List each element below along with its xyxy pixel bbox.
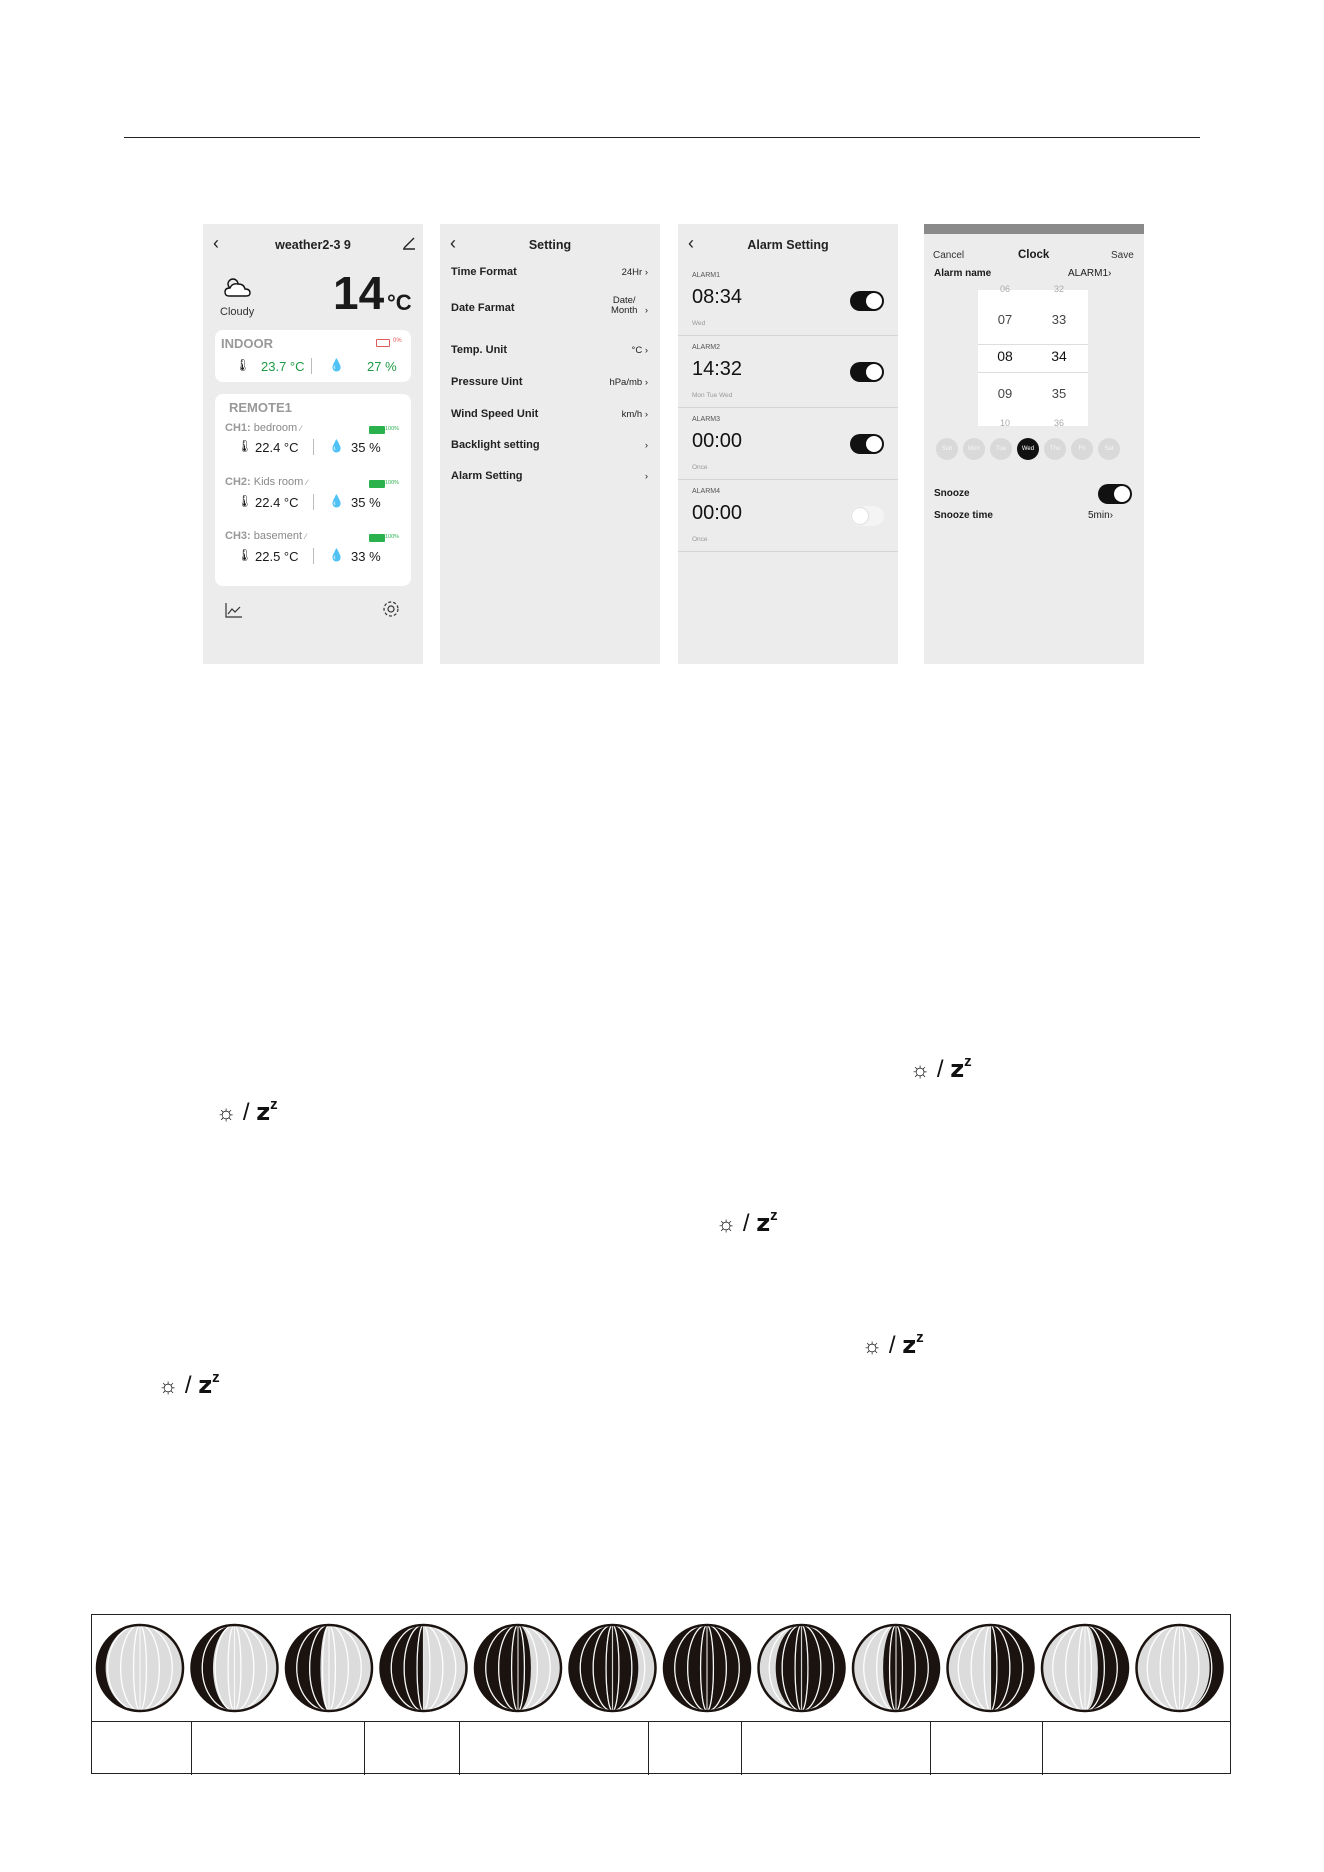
phone-weather-home (203, 224, 423, 664)
slash: / (742, 1210, 750, 1237)
edit-icon[interactable] (402, 236, 416, 250)
moon-phase-icon (381, 1625, 467, 1711)
cancel-button[interactable]: Cancel (933, 250, 965, 261)
minute-option[interactable]: 35 (1051, 386, 1067, 401)
day-mon[interactable]: Mon (963, 438, 985, 460)
setting-label: Time Format (451, 266, 517, 278)
cell-divider (191, 1721, 192, 1775)
battery-full-icon (369, 534, 385, 542)
setting-label: Backlight setting (451, 439, 540, 451)
setting-value: km/h › (621, 409, 648, 420)
humidity-icon: 💧 (329, 494, 344, 508)
alarm-time: 00:00 (692, 502, 743, 524)
snooze-time-label: Snooze time (934, 510, 993, 521)
alarm-time: 08:34 (692, 286, 743, 308)
indoor-humidity: 27 % (367, 359, 397, 374)
history-chart-icon[interactable] (225, 602, 243, 618)
thermometer-icon: 🌡 (235, 358, 251, 372)
snooze-toggle[interactable] (1098, 484, 1132, 504)
settings-title: Setting (528, 238, 572, 252)
channel-1-battery: 100% (385, 426, 400, 432)
alarm-row-1[interactable] (678, 264, 898, 336)
humidity-icon: 💧 (329, 358, 344, 372)
light-snooze-symbol (862, 1326, 924, 1360)
remote-label: REMOTE1 (229, 400, 292, 415)
alarm-row-2[interactable] (678, 336, 898, 408)
alarm-name: ALARM1 (692, 272, 721, 279)
moon-phase-icon (570, 1625, 656, 1711)
alarm-days: Once (692, 536, 708, 543)
alarm-time: 00:00 (692, 430, 743, 452)
alarm-name: ALARM3 (692, 416, 721, 423)
day-fri[interactable]: Fri (1071, 438, 1093, 460)
alarm-days: Wed (692, 320, 706, 327)
cloudy-weather-icon (221, 274, 255, 300)
time-picker[interactable] (978, 284, 1088, 428)
setting-label: Wind Speed Unit (451, 408, 539, 420)
z-letter: z (756, 1209, 771, 1237)
hour-option[interactable]: 09 (997, 386, 1013, 401)
minute-option[interactable]: 33 (1051, 312, 1067, 327)
alarm-row-3[interactable] (678, 408, 898, 480)
moon-phase-row (92, 1615, 1230, 1722)
light-bulb-icon: ☼ (716, 1211, 737, 1236)
hour-selected[interactable]: 08 (997, 348, 1013, 364)
channel-3-temperature: 22.5 °C (255, 549, 299, 564)
z-letter: z (902, 1331, 917, 1359)
header-rule (124, 137, 1200, 138)
channel-1-label[interactable]: CH1: bedroom ∕ (225, 422, 302, 434)
moon-phase-icon (97, 1625, 183, 1711)
hour-option[interactable]: 06 (999, 284, 1010, 294)
phone-clock-alarm-edit (924, 224, 1144, 664)
setting-row-alarm[interactable] (440, 470, 660, 490)
setting-row-wind-speed-unit[interactable] (440, 408, 660, 428)
moon-phase-icon (759, 1625, 845, 1711)
moon-phase-icon (475, 1625, 561, 1711)
picker-line (978, 372, 1088, 373)
channel-2-label[interactable]: CH2: Kids room ∕ (225, 476, 308, 488)
light-bulb-icon: ☼ (216, 1100, 237, 1125)
hour-option[interactable]: 10 (999, 418, 1010, 428)
cell-divider (1042, 1721, 1043, 1775)
alarm-days: Once (692, 464, 708, 471)
light-snooze-symbol (216, 1093, 278, 1127)
thermometer-icon: 🌡 (237, 548, 253, 562)
channel-3-battery: 100% (385, 534, 400, 540)
alarm-2-toggle[interactable] (850, 362, 884, 382)
moon-phase-icon (286, 1625, 372, 1711)
setting-label: Date Farmat (451, 302, 515, 314)
picker-line (978, 344, 1088, 345)
back-icon[interactable]: ‹ (213, 233, 219, 253)
slash: / (184, 1372, 192, 1399)
z-superscript: z (212, 1369, 220, 1386)
alarm-name-label: Alarm name (934, 268, 992, 279)
back-icon[interactable]: ‹ (688, 233, 694, 253)
alarm-name: ALARM2 (692, 344, 721, 351)
indoor-card[interactable] (215, 330, 411, 382)
setting-value: °C › (631, 345, 648, 356)
cell-divider (459, 1721, 460, 1775)
clock-title: Clock (1018, 249, 1050, 261)
settings-gear-icon[interactable] (381, 599, 401, 619)
slash: / (242, 1099, 250, 1126)
channel-3-humidity: 33 % (351, 549, 381, 564)
day-tue[interactable]: Tue (990, 438, 1012, 460)
moon-phase-icon (192, 1625, 278, 1711)
setting-row-pressure-unit[interactable] (440, 376, 660, 396)
setting-value: hPa/mb › (609, 377, 648, 388)
divider (311, 358, 312, 374)
setting-row-temp-unit[interactable] (440, 344, 660, 364)
day-sun[interactable]: Sun (936, 438, 958, 460)
moon-phase-icon (853, 1625, 939, 1711)
moon-phase-icon (948, 1625, 1034, 1711)
light-snooze-symbol (910, 1050, 972, 1084)
alarm-row-4[interactable] (678, 480, 898, 552)
weather-condition: Cloudy (220, 306, 255, 318)
alarm-days: Mon Tue Wed (692, 392, 733, 399)
divider (313, 439, 314, 455)
back-icon[interactable]: ‹ (450, 233, 456, 253)
chevron-right-icon: › (644, 440, 648, 451)
alarm-1-toggle[interactable] (850, 291, 884, 311)
alarm-setting-title: Alarm Setting (747, 238, 829, 252)
thermometer-icon: 🌡 (237, 439, 253, 453)
slash: / (936, 1056, 944, 1083)
device-title: weather2-3 9 (275, 238, 351, 252)
moon-phase-icon (1042, 1625, 1128, 1711)
indoor-temperature: 23.7 °C (261, 359, 305, 374)
alarm-name-value[interactable]: ALARM1› (1068, 268, 1112, 279)
battery-empty-icon (376, 339, 390, 347)
minute-option[interactable]: 32 (1053, 284, 1064, 294)
setting-label: Pressure Uint (451, 376, 523, 388)
day-wed[interactable]: Wed (1017, 438, 1039, 460)
setting-label: Temp. Unit (451, 344, 508, 356)
humidity-icon: 💧 (329, 439, 344, 453)
channel-1-humidity: 35 % (351, 440, 381, 455)
slash: / (888, 1332, 896, 1359)
channel-3-label[interactable]: CH3: basement ∕ (225, 530, 307, 542)
modal-dim-overlay (924, 224, 1144, 234)
minute-option[interactable]: 36 (1053, 418, 1064, 428)
day-thu[interactable]: Thu (1044, 438, 1066, 460)
z-superscript: z (916, 1329, 924, 1346)
snooze-time-value[interactable]: 5min› (1088, 510, 1114, 521)
alarm-4-toggle[interactable] (850, 506, 884, 526)
phone-settings (440, 224, 660, 664)
channel-2-temperature: 22.4 °C (255, 495, 299, 510)
moon-phase-icon (1137, 1625, 1223, 1711)
channel-1-temperature: 22.4 °C (255, 440, 299, 455)
light-bulb-icon: ☼ (158, 1373, 179, 1398)
setting-row-date-format[interactable] (440, 295, 660, 326)
moon-phase-icons (92, 1615, 1230, 1721)
snooze-label: Snooze (934, 488, 970, 499)
temperature-unit: °C (387, 290, 412, 315)
alarm-3-toggle[interactable] (850, 434, 884, 454)
battery-full-icon (369, 480, 385, 488)
divider (313, 494, 314, 510)
thermometer-icon: 🌡 (237, 494, 253, 508)
z-superscript: z (770, 1207, 778, 1224)
alarm-time: 14:32 (692, 358, 743, 380)
cell-divider (930, 1721, 931, 1775)
light-snooze-symbol (158, 1366, 220, 1400)
hour-option[interactable]: 07 (997, 312, 1013, 327)
light-snooze-symbol (716, 1204, 778, 1238)
cell-divider (364, 1721, 365, 1775)
setting-row-backlight[interactable] (440, 439, 660, 459)
z-superscript: z (270, 1096, 278, 1113)
channel-2-humidity: 35 % (351, 495, 381, 510)
minute-selected[interactable]: 34 (1051, 348, 1067, 364)
cell-divider (741, 1721, 742, 1775)
channel-2-battery: 100% (385, 480, 400, 486)
battery-full-icon (369, 426, 385, 434)
alarm-name: ALARM4 (692, 488, 721, 495)
setting-label: Alarm Setting (451, 470, 523, 482)
indoor-battery: 0% (393, 338, 402, 344)
chevron-right-icon: › (644, 471, 648, 482)
setting-row-time-format[interactable] (440, 266, 660, 286)
z-superscript: z (964, 1053, 972, 1070)
moon-phase-table (91, 1614, 1231, 1774)
cell-divider (648, 1721, 649, 1775)
current-temperature: 14 (333, 267, 385, 319)
z-letter: z (950, 1055, 965, 1083)
setting-value: 24Hr › (621, 267, 648, 278)
moon-phase-icon (664, 1625, 750, 1711)
phone-alarm-setting (678, 224, 898, 664)
light-bulb-icon: ☼ (910, 1057, 931, 1082)
day-sat[interactable]: Sat (1098, 438, 1120, 460)
remote-card[interactable] (215, 394, 411, 586)
light-bulb-icon: ☼ (862, 1333, 883, 1358)
setting-value: Date/ Month › (610, 295, 648, 316)
z-letter: z (198, 1371, 213, 1399)
z-letter: z (256, 1098, 271, 1126)
indoor-label: INDOOR (221, 336, 273, 351)
save-button[interactable]: Save (1111, 250, 1134, 261)
divider (313, 548, 314, 564)
humidity-icon: 💧 (329, 548, 344, 562)
